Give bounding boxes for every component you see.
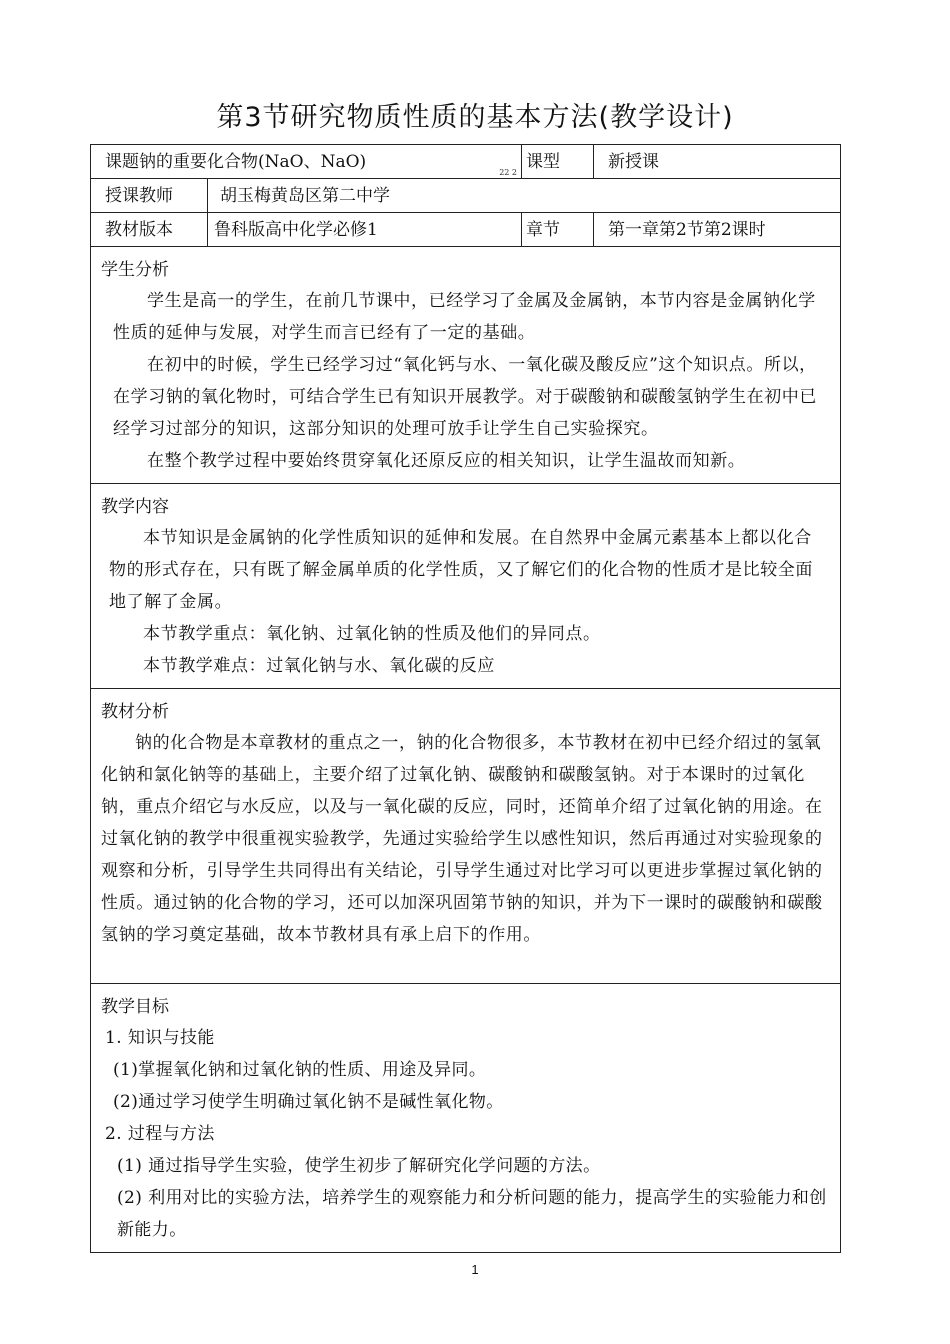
objectives-title: 教学目标 xyxy=(101,997,169,1017)
type-label: 课型 xyxy=(522,145,594,179)
edition-label: 教材版本 xyxy=(91,213,208,247)
teacher-row xyxy=(91,179,841,213)
teacher-value: 胡玉梅黄岛区第二中学 xyxy=(208,179,841,213)
objectives-item-2: (2)通过学习使学生明确过氧化钠不是碱性氧化物。 xyxy=(113,1092,504,1112)
page-title: 第3节研究物质性质的基本方法(教学设计) xyxy=(216,102,734,133)
objectives-item-4: (2) 利用对比的实验方法，培养学生的观察能力和分析问题的能力，提高学生的实验能力和创新能力。 xyxy=(117,1188,827,1240)
chapter-label: 章节 xyxy=(522,213,594,247)
student-analysis-p2: 在初中的时候，学生已经学习过“氧化钙与水、一氧化碳及酸反应”这个知识点。所以，在学习钠的氧化物时，可结合学生已有知识开展教学。对于碳酸钠和碳酸氢钠学生在初中已经学习过部分的知识，这部分知识的处理可放手让学生自己实验探究。 xyxy=(113,355,817,439)
student-analysis-section xyxy=(91,247,841,484)
edition-row xyxy=(91,213,841,247)
teaching-content-p2: 本节教学重点：氧化钠、过氧化钠的性质及他们的异同点。 xyxy=(143,624,601,644)
material-analysis-section xyxy=(91,689,841,984)
topic-row xyxy=(91,145,841,179)
material-analysis-p1: 钠的化合物是本章教材的重点之一，钠的化合物很多，本节教材在初中已经介绍过的氢氧化钠和氯化钠等的基础上，主要介绍了过氧化钠、碳酸钠和碳酸氢钠。对于本课时的过氧化钠，重点介绍它与水反应，以及与一氧化碳的反应，同时，还简单介绍了过氧化钠的用途。在过氧化钠的教学中很重视实验教学，先通过实验给学生以感性知识，然后再通过对实验现象的观察和分析，引导学生共同得出有关结论，引导学生通过对比学习可以更进步掌握过氧化钠的性质。通过钠的化合物的学习，还可以加深巩固第节钠的知识，并为下一课时的碳酸钠和碳酸氢钠的学习奠定基础，故本节教材具有承上启下的作用。 xyxy=(101,733,823,945)
material-analysis-title: 教材分析 xyxy=(101,702,169,722)
type-value: 新授课 xyxy=(594,145,841,179)
topic-cell xyxy=(91,145,522,179)
teaching-content-p3: 本节教学难点：过氧化钠与水、氧化碳的反应 xyxy=(143,656,495,676)
topic-subscripts: 22 2 xyxy=(499,168,518,177)
teaching-content-section xyxy=(91,484,841,689)
objectives-item-1: (1)掌握氧化钠和过氧化钠的性质、用途及异同。 xyxy=(113,1060,487,1080)
objectives-heading-2: 2. 过程与方法 xyxy=(105,1124,215,1144)
student-analysis-p1: 学生是高一的学生，在前几节课中，已经学习了金属及金属钠，本节内容是金属钠化学性质的延伸与发展，对学生而言已经有了一定的基础。 xyxy=(113,291,816,343)
page-number: 1 xyxy=(471,1262,479,1277)
teaching-content-title: 教学内容 xyxy=(101,497,169,517)
topic-label: 课题钠的重要化合物(NaO、NaO) xyxy=(105,152,367,172)
objectives-heading-1: 1. 知识与技能 xyxy=(105,1028,215,1048)
objectives-section xyxy=(91,984,841,1253)
student-analysis-title: 学生分析 xyxy=(101,260,169,280)
teacher-label: 授课教师 xyxy=(91,179,208,213)
edition-value: 鲁科版高中化学必修1 xyxy=(208,213,522,247)
objectives-item-3: (1) 通过指导学生实验，使学生初步了解研究化学问题的方法。 xyxy=(117,1156,601,1176)
chapter-value: 第一章第2节第2课时 xyxy=(594,213,841,247)
teaching-content-p1: 本节知识是金属钠的化学性质知识的延伸和发展。在自然界中金属元素基本上都以化合物的形式存在，只有既了解金属单质的化学性质，又了解它们的化合物的性质才是比较全面地了解了金属。 xyxy=(109,528,813,612)
lesson-plan-table xyxy=(90,144,841,1253)
student-analysis-p3: 在整个教学过程中要始终贯穿氧化还原反应的相关知识，让学生温故而知新。 xyxy=(147,451,746,471)
